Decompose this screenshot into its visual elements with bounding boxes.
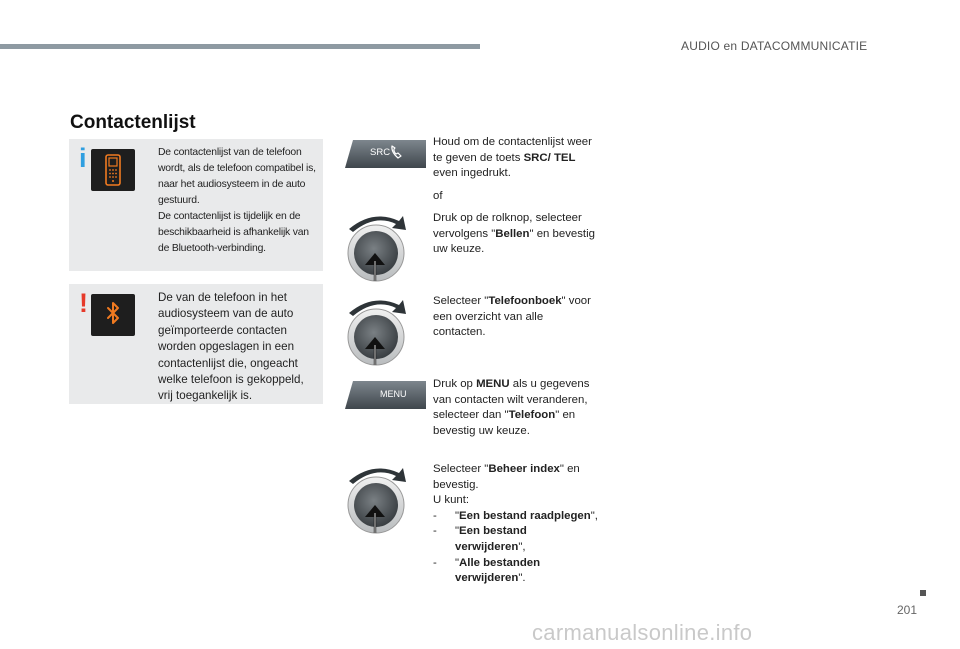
quote: " — [455, 525, 460, 538]
step-text: " en bevestig uw keuze. — [433, 227, 595, 256]
page-number: 201 — [897, 603, 918, 617]
mobile-phone-icon — [91, 149, 135, 191]
step-hold-src-tel — [433, 135, 598, 182]
watermark: carmanualsonline.info — [532, 620, 753, 645]
step-text: U kunt: — [433, 494, 470, 507]
info-note — [69, 139, 323, 271]
option-label: Een bestand verwijderen — [455, 525, 527, 553]
step-text: " voor een overzicht van alle contacten. — [433, 295, 591, 339]
continue-marker — [920, 590, 926, 596]
step-text: als u gegevens van contacten wilt veranderen, selecteer dan " — [433, 378, 590, 422]
menu-key-label: MENU — [380, 389, 407, 399]
info-note-text — [158, 145, 318, 257]
bluetooth-icon — [91, 294, 135, 336]
step-beheer-index — [433, 462, 598, 587]
step-text: Druk op de rolknop, selecteer vervolgens " — [433, 212, 582, 240]
step-or: of — [433, 190, 443, 202]
section-header: AUDIO en DATACOMMUNICATIE — [681, 39, 868, 53]
warning-note-text: De van de telefoon in het audiosysteem van de auto geïmporteerde contacten worden opgeslagen in een contactenlijst die, ongeacht welke telefoon is gekoppeld, vrij toegankelijk is. — [158, 291, 304, 403]
option-label: Een bestand raadplegen — [459, 509, 591, 522]
src-tel-key — [343, 139, 427, 169]
step-menu-option: Bellen — [495, 227, 530, 240]
step-text: " en bevestig. — [433, 463, 580, 491]
quote: " — [455, 509, 460, 522]
quote: ". — [518, 572, 526, 585]
quote: " — [455, 556, 460, 569]
rotary-knob-icon — [343, 211, 409, 283]
step-menu-option: Telefoonboek — [488, 295, 562, 307]
info-note-line: De contactenlijst van de telefoon wordt, als de telefoon compatibel is, naar het audiosysteem in de auto gestuurd. — [158, 147, 316, 206]
quote: ", — [518, 540, 526, 553]
option-label: Alle bestanden verwijderen — [455, 556, 541, 585]
option-list-item — [433, 509, 598, 525]
step-text: " en bevestig uw keuze. — [433, 409, 576, 437]
step-text: Druk op — [433, 378, 477, 390]
option-list-item — [433, 524, 598, 555]
step-key-name: MENU — [476, 378, 510, 390]
step-select-bellen — [433, 211, 598, 258]
step-text: Selecteer " — [433, 295, 489, 307]
src-key-label: SRC — [370, 147, 391, 158]
step-key-name: SRC/ TEL — [523, 151, 576, 164]
list-dash: - — [433, 556, 437, 569]
warning-mark: ! — [79, 288, 88, 318]
list-dash: - — [433, 509, 437, 522]
option-list-item — [433, 556, 598, 587]
step-menu-option: Beheer index — [488, 463, 560, 475]
warning-note — [69, 284, 323, 404]
quote: ", — [590, 509, 598, 522]
info-mark: i — [79, 143, 87, 173]
step-press-menu — [433, 377, 598, 439]
step-text: Selecteer " — [433, 463, 489, 475]
page-title: Contactenlijst — [70, 112, 196, 133]
menu-key — [343, 380, 427, 410]
step-select-telefoonboek — [433, 294, 598, 341]
info-note-line: De contactenlijst is tijdelijk en de beschikbaarheid is afhankelijk van de Bluetooth-verbinding. — [158, 211, 309, 254]
step-text: Houd om de contactenlijst weer te geven de toets — [433, 136, 592, 164]
phone-handset-icon — [390, 145, 402, 164]
step-menu-option: Telefoon — [508, 409, 556, 422]
rotary-knob-icon — [343, 295, 409, 367]
step-text: even ingedrukt. — [433, 167, 511, 180]
header-rule — [0, 44, 480, 49]
rotary-knob-icon — [343, 463, 409, 535]
list-dash: - — [433, 525, 437, 538]
